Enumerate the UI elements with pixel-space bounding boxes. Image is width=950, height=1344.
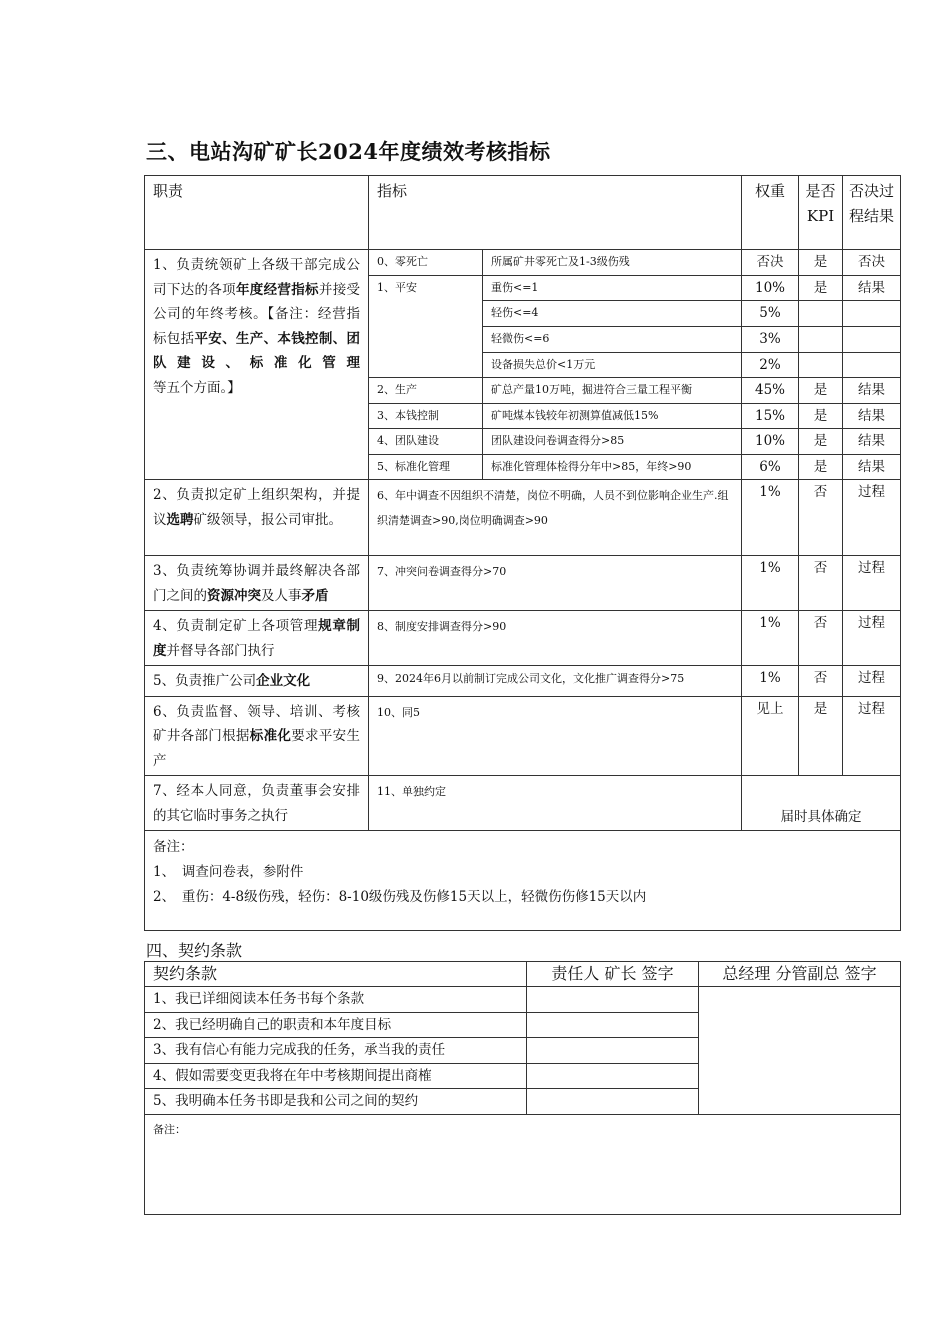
duty-6: 6、负责监督、领导、培训、考核矿井各部门根据标准化要求平安生产 [145,696,369,776]
remarks-item: 2、 重伤：4-8级伤残，轻伤：8-10级伤残及伤修15天以上，轻微伤伤修15天以内 [153,889,647,905]
indicator-detail: 8、制度安排调查得分>90 [369,611,742,666]
weight-cell: 1% [742,480,799,556]
contract-clause: 2、我已经明确自己的职责和本年度目标 [145,1013,527,1038]
signature-field[interactable] [527,1013,699,1038]
weight-cell: 15% [742,404,799,429]
remarks-item: 1、 调查问卷表，参附件 [153,864,304,880]
contract-header: 契约条款 [145,962,527,987]
indicator-detail: 11、单独约定 [369,776,742,831]
type-cell [843,327,901,353]
duty-1: 1、负责统领矿上各级干部完成公司下达的各项年度经营指标并接受公司的年终考核。【备注：经营指标包括平安、生产、本钱控制、团队建设、标准化管理等五个方面。】 [145,250,369,480]
weight-cell: 见上 [742,696,799,776]
type-cell: 结果 [843,276,901,301]
duty-3: 3、负责统筹协调并最终解决各部门之间的资源冲突及人事矛盾 [145,556,369,611]
type-cell: 过程 [843,480,901,556]
indicator-item: 3、本钱控制 [369,404,483,429]
contract-clause: 4、假如需要变更我将在年中考核期间提出商榷 [145,1064,527,1089]
remarks [145,831,901,931]
section-title: 四、契约条款 [146,941,243,960]
kpi-cell: 是 [799,455,843,480]
signature-field[interactable] [527,1089,699,1115]
indicator-detail: 9、2024年6月以前制订完成公司文化，文化推广调查得分>75 [369,666,742,697]
kpi-cell: 否 [799,480,843,556]
indicator-detail: 团队建设问卷调查得分>85 [483,429,742,455]
kpi-cell: 否 [799,556,843,611]
indicator-detail: 设备损失总价<1万元 [483,353,742,378]
header-duty: 职责 [145,176,369,250]
type-cell: 否决 [843,250,901,276]
header-indicator: 指标 [369,176,742,250]
indicator-detail: 轻伤<=4 [483,301,742,327]
duty-7: 7、经本人同意，负责董事会安排的其它临时事务之执行 [145,776,369,831]
type-cell [843,353,901,378]
page-title: 三、电站沟矿矿长2024年度绩效考核指标 [146,139,551,164]
weight-cell: 1% [742,611,799,666]
kpi-cell [799,327,843,353]
indicator-detail: 6、年中调查不因组织不清楚，岗位不明确，人员不到位影响企业生产.组织清楚调查>90,岗位明确调查>90 [369,480,742,556]
signer-header: 责任人 矿长 签字 [527,962,699,987]
header-type: 否决过程结果 [843,176,901,250]
header-kpi: 是否KPI [799,176,843,250]
remarks-title: 备注： [153,839,194,855]
weight-cell: 1% [742,556,799,611]
kpi-cell: 是 [799,250,843,276]
indicator-item: 2、生产 [369,378,483,404]
kpi-cell: 是 [799,378,843,404]
contract-remarks: 备注： [145,1115,901,1215]
indicator-detail: 矿总产量10万吨，掘进符合三量工程平衡 [483,378,742,404]
type-cell: 过程 [843,611,901,666]
kpi-cell: 是 [799,696,843,776]
contract-table [144,961,901,1215]
indicator-detail: 矿吨煤本钱较年初测算值减低15% [483,404,742,429]
indicator-detail: 10、同5 [369,696,742,776]
contract-clause: 1、我已详细阅读本任务书每个条款 [145,987,527,1013]
signature-field[interactable] [527,987,699,1013]
indicator-detail: 重伤<=1 [483,276,742,301]
duty-4: 4、负责制定矿上各项管理规章制度并督导各部门执行 [145,611,369,666]
type-cell: 结果 [843,404,901,429]
indicator-item: 5、标准化管理 [369,455,483,480]
type-cell: 结果 [843,378,901,404]
manager-header: 总经理 分管副总 签字 [699,962,901,987]
kpi-cell [799,353,843,378]
type-cell [843,301,901,327]
kpi-cell: 是 [799,404,843,429]
weight-cell: 6% [742,455,799,480]
header-weight: 权重 [742,176,799,250]
type-cell: 结果 [843,429,901,455]
type-cell: 过程 [843,696,901,776]
manager-signature-field[interactable] [699,987,901,1115]
duty-5: 5、负责推广公司企业文化 [145,666,369,697]
contract-clause: 3、我有信心有能力完成我的任务，承当我的责任 [145,1038,527,1064]
indicator-detail: 轻微伤<=6 [483,327,742,353]
tbd-note: 届时具体确定 [742,776,901,831]
kpi-cell: 是 [799,276,843,301]
duty-2: 2、负责拟定矿上组织架构，并提议选聘矿级领导，报公司审批。 [145,480,369,556]
weight-cell: 10% [742,276,799,301]
indicator-item: 1、平安 [369,276,483,378]
signature-field[interactable] [527,1064,699,1089]
kpi-cell: 否 [799,611,843,666]
weight-cell: 2% [742,353,799,378]
weight-cell: 1% [742,666,799,697]
weight-cell: 否决 [742,250,799,276]
kpi-table [144,175,901,931]
weight-cell: 3% [742,327,799,353]
kpi-cell: 否 [799,666,843,697]
kpi-cell [799,301,843,327]
signature-field[interactable] [527,1038,699,1064]
indicator-detail: 所属矿井零死亡及1-3级伤残 [483,250,742,276]
type-cell: 过程 [843,556,901,611]
indicator-item: 0、零死亡 [369,250,483,276]
kpi-cell: 是 [799,429,843,455]
type-cell: 过程 [843,666,901,697]
indicator-detail: 标准化管理体检得分年中>85，年终>90 [483,455,742,480]
indicator-item: 4、团队建设 [369,429,483,455]
weight-cell: 45% [742,378,799,404]
indicator-detail: 7、冲突问卷调查得分>70 [369,556,742,611]
weight-cell: 10% [742,429,799,455]
contract-clause: 5、我明确本任务书即是我和公司之间的契约 [145,1089,527,1115]
type-cell: 结果 [843,455,901,480]
weight-cell: 5% [742,301,799,327]
